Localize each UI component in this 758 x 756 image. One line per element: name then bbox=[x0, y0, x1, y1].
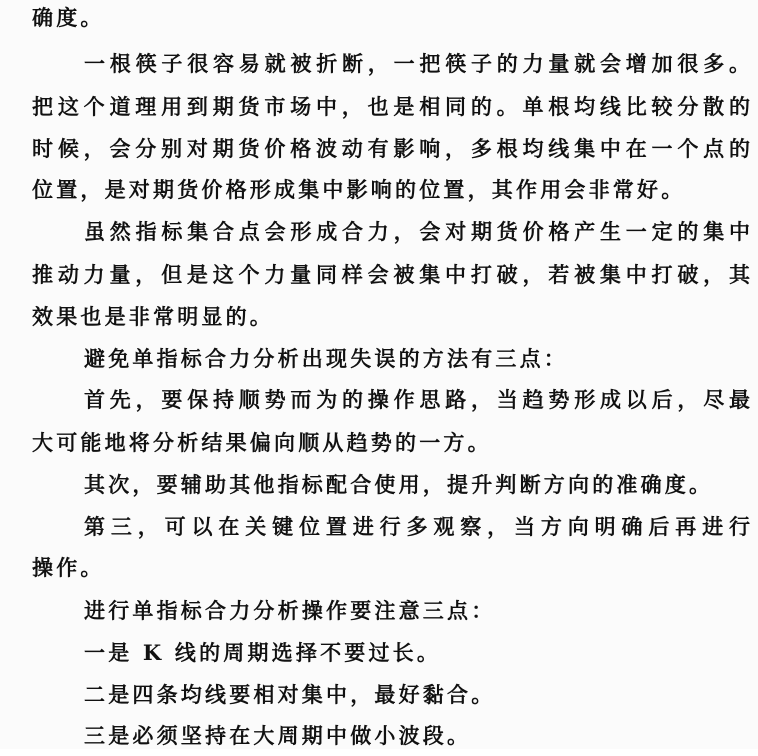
text-line: 进行单指标合力分析操作要注意三点： bbox=[84, 598, 496, 623]
text-line: 虽然指标集合点会形成合力，会对期货价格产生一定的集中 bbox=[84, 219, 750, 244]
text-line: 一根筷子很容易就被折断，一把筷子的力量就会增加很多。 bbox=[84, 51, 750, 76]
text-line: 时候，会分别对期货价格波动有影响，多根均线集中在一个点的 bbox=[32, 136, 750, 161]
text-line: 首先，要保持顺势而为的操作思路，当趋势形成以后，尽最 bbox=[84, 387, 750, 412]
text-line: 其次，要辅助其他指标配合使用，提升判断方向的准确度。 bbox=[84, 472, 714, 497]
text-line: 第三，可以在关键位置进行多观察，当方向明确后再进行 bbox=[84, 514, 750, 539]
text-line: 确度。 bbox=[32, 5, 105, 30]
text-line: 推动力量，但是这个力量同样会被集中打破，若被集中打破，其 bbox=[32, 262, 750, 287]
text-line: 把这个道理用到期货市场中，也是相同的。单根均线比较分散的 bbox=[32, 94, 750, 119]
text-line: 一是 K 线的周期选择不要过长。 bbox=[84, 640, 442, 665]
text-line: 大可能地将分析结果偏向顺从趋势的一方。 bbox=[32, 430, 492, 455]
text-line: 二是四条均线要相对集中，最好黏合。 bbox=[84, 682, 496, 707]
text-line: 位置，是对期货价格形成集中影响的位置，其作用会非常好。 bbox=[32, 177, 686, 202]
text-line: 操作。 bbox=[32, 555, 105, 580]
text-line: 三是必须坚持在大周期中做小波段。 bbox=[84, 723, 472, 748]
text-line: 效果也是非常明显的。 bbox=[32, 304, 274, 329]
text-line: 避免单指标合力分析出现失误的方法有三点： bbox=[84, 346, 568, 371]
